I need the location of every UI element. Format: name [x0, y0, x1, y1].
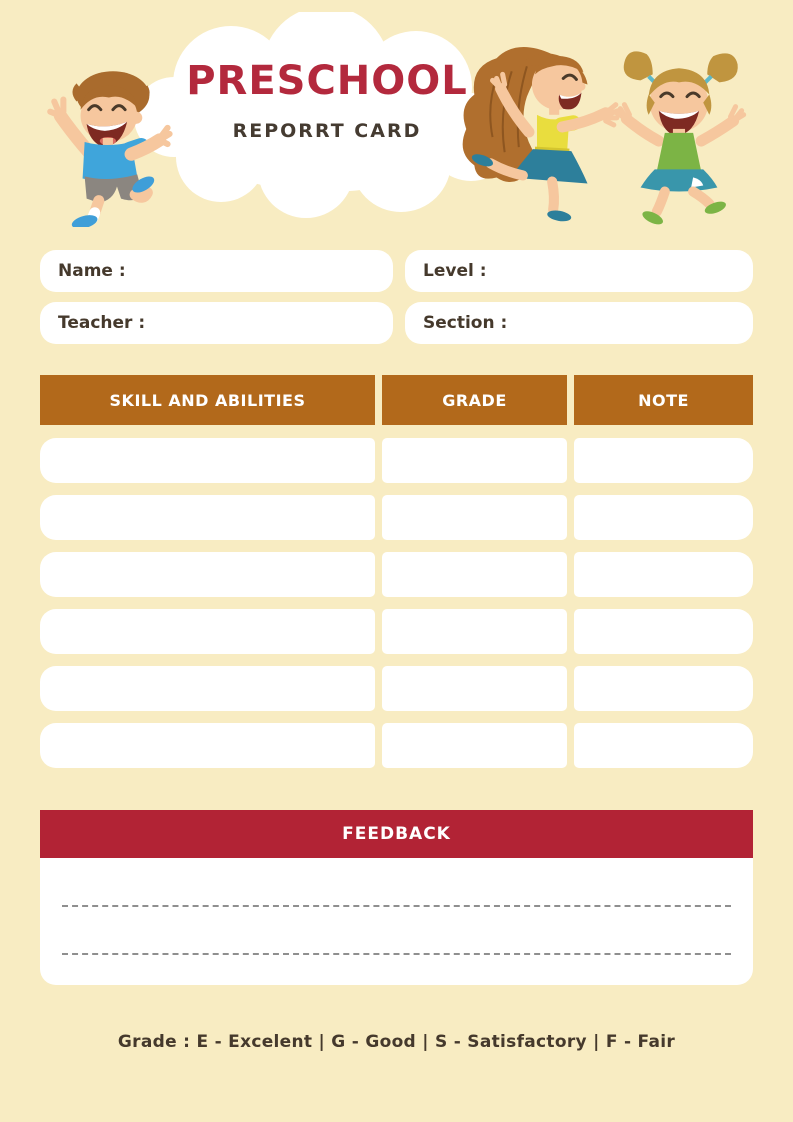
feedback-writing-line[interactable] — [62, 905, 731, 907]
table-cell[interactable] — [574, 609, 753, 654]
table-row — [40, 552, 753, 597]
table-row — [40, 495, 753, 540]
table-row — [40, 438, 753, 483]
table-cell[interactable] — [382, 723, 567, 768]
table-cell[interactable] — [574, 552, 753, 597]
table-cell[interactable] — [40, 552, 375, 597]
feedback-writing-line[interactable] — [62, 953, 731, 955]
column-header-note: NOTE — [574, 375, 753, 425]
feedback-lines — [40, 858, 753, 985]
teacher-field-label: Teacher : — [58, 313, 146, 333]
column-header-skills: SKILL AND ABILITIES — [40, 375, 375, 425]
table-row — [40, 609, 753, 654]
grading-legend: Grade : E - Excelent | G - Good | S - Satisfactory | F - Fair — [117, 1032, 676, 1052]
table-cell[interactable] — [382, 552, 567, 597]
table-cell[interactable] — [382, 666, 567, 711]
level-field[interactable] — [405, 250, 753, 292]
page-subtitle: REPORRT CARD — [232, 120, 422, 142]
table-cell[interactable] — [382, 495, 567, 540]
section-field-label: Section : — [423, 313, 508, 333]
feedback-header-label: FEEDBACK — [342, 824, 451, 844]
name-field[interactable] — [40, 250, 393, 292]
skills-table-header — [40, 375, 753, 425]
section-field[interactable] — [405, 302, 753, 344]
teacher-field[interactable] — [40, 302, 393, 344]
page-title: PRESCHOOL — [186, 58, 468, 104]
table-row — [40, 666, 753, 711]
table-cell[interactable] — [40, 666, 375, 711]
table-row — [40, 723, 753, 768]
feedback-panel — [40, 858, 753, 985]
table-cell[interactable] — [574, 666, 753, 711]
title-block — [152, 60, 502, 142]
table-cell[interactable] — [40, 723, 375, 768]
table-cell[interactable] — [382, 438, 567, 483]
table-cell[interactable] — [40, 438, 375, 483]
column-header-grade: GRADE — [382, 375, 567, 425]
skills-table-rows — [40, 438, 753, 768]
name-field-label: Name : — [58, 261, 126, 281]
table-cell[interactable] — [40, 495, 375, 540]
level-field-label: Level : — [423, 261, 487, 281]
table-cell[interactable] — [40, 609, 375, 654]
table-cell[interactable] — [574, 438, 753, 483]
table-cell[interactable] — [574, 495, 753, 540]
jumping-girl-illustration — [612, 44, 751, 234]
table-cell[interactable] — [382, 609, 567, 654]
feedback-header — [40, 810, 753, 858]
table-cell[interactable] — [574, 723, 753, 768]
